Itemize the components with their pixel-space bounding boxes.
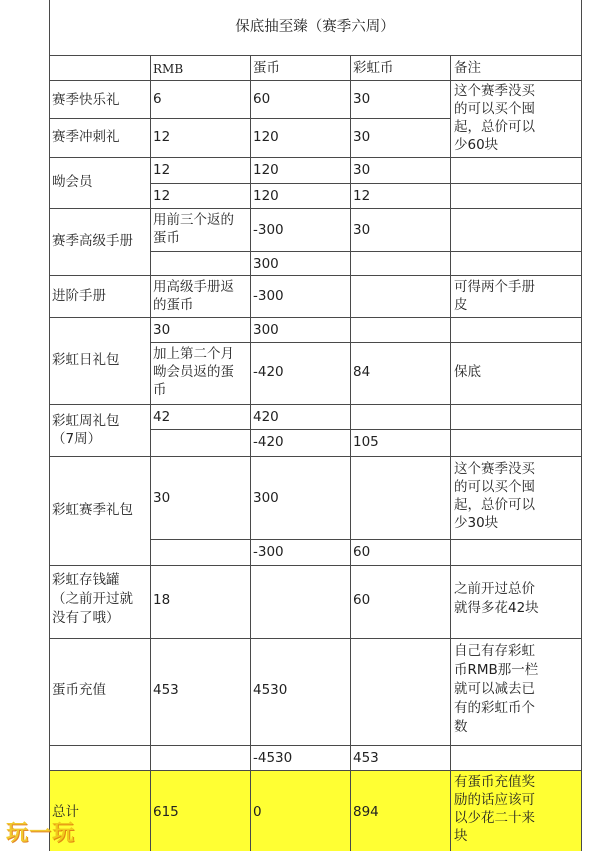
egg-coin-cell: -420: [253, 364, 284, 380]
egg-coin-cell: -300: [253, 288, 284, 304]
row-label-line: 没有了哦）: [52, 610, 120, 626]
note-line: 这个赛季没买: [454, 461, 535, 477]
grid-line: [49, 157, 582, 158]
egg-coin-cell: 4530: [253, 682, 288, 698]
grid-line: [150, 539, 582, 540]
grid-line: [49, 80, 582, 81]
note-line: 有蛋币充值奖: [454, 774, 535, 790]
rmb-cell-line: 用前三个返的: [153, 212, 234, 228]
row-label: 赛季冲刺礼: [52, 129, 120, 145]
grid-line: [150, 251, 582, 252]
rmb-cell: 30: [153, 490, 171, 506]
header-note: 备注: [454, 60, 481, 76]
grid-line: [49, 118, 450, 119]
grid-line: [150, 429, 582, 430]
note-line: 皮: [454, 297, 468, 313]
egg-coin-cell: -300: [253, 544, 284, 560]
header-rainbow-coin: 彩虹币: [353, 60, 394, 76]
grid-line: [49, 638, 582, 639]
rmb-cell: 18: [153, 592, 171, 608]
rainbow-coin-cell: 453: [353, 750, 379, 766]
rmb-cell-line: 的蛋币: [153, 297, 194, 313]
note-line: 起，总价可以: [454, 497, 535, 513]
grid-line: [49, 317, 582, 318]
egg-coin-cell: -300: [253, 222, 284, 238]
egg-coin-cell: -4530: [253, 750, 293, 766]
rainbow-coin-cell: 105: [353, 434, 379, 450]
grid-line: [150, 183, 582, 184]
grid-line: [49, 745, 582, 746]
rainbow-coin-cell: 30: [353, 91, 371, 107]
table-title: 保底抽至臻（赛季六周）: [235, 19, 395, 35]
rmb-cell-line: 加上第二个月: [153, 346, 234, 362]
rmb-cell-line: 呦会员返的蛋: [153, 364, 234, 380]
note-line: 起，总价可以: [454, 119, 535, 135]
egg-coin-cell: 120: [253, 188, 279, 204]
rainbow-coin-cell: 30: [353, 222, 371, 238]
watermark-logo: 玩一玩: [6, 821, 76, 846]
grid-line: [150, 55, 151, 851]
row-label: 蛋币充值: [52, 682, 106, 698]
rmb-cell: 42: [153, 409, 171, 425]
egg-coin-cell: 60: [253, 91, 271, 107]
grid-line: [49, 770, 582, 771]
rmb-cell: 453: [153, 682, 179, 698]
egg-coin-cell: 300: [253, 256, 279, 272]
rmb-cell-line: 用高级手册返: [153, 279, 234, 295]
row-label-line: 彩虹存钱罐: [52, 572, 120, 588]
egg-coin-cell: 300: [253, 322, 279, 338]
note-line: 块: [454, 828, 468, 844]
total-rmb: 615: [153, 804, 179, 820]
egg-coin-cell: 300: [253, 490, 279, 506]
grid-line: [250, 55, 251, 851]
note-line: 自己有存彩虹: [454, 643, 535, 659]
note-line: 数: [454, 719, 468, 735]
grid-line: [49, 55, 582, 56]
egg-coin-cell: -420: [253, 434, 284, 450]
note-cell: 保底: [454, 364, 481, 380]
egg-coin-cell: 420: [253, 409, 279, 425]
grid-line: [150, 342, 582, 343]
note-line: 可得两个手册: [454, 279, 535, 295]
row-label-line: （之前开过就: [52, 591, 133, 607]
grid-line: [49, 0, 50, 851]
note-line: 的可以买个囤: [454, 479, 535, 495]
rainbow-coin-cell: 30: [353, 129, 371, 145]
grid-line: [350, 55, 351, 851]
total-rainbow-coin: 894: [353, 804, 379, 820]
note-line: 有的彩虹币个: [454, 700, 535, 716]
rmb-cell: 30: [153, 322, 171, 338]
note-line: 少30块: [454, 515, 499, 531]
row-label-line: （7周）: [52, 431, 102, 447]
grid-line: [450, 55, 451, 851]
grid-line: [49, 404, 582, 405]
note-line: 的可以买个囤: [454, 101, 535, 117]
grid-line: [49, 456, 582, 457]
row-label: 进阶手册: [52, 288, 106, 304]
rainbow-coin-cell: 84: [353, 364, 371, 380]
row-label: 赛季快乐礼: [52, 92, 120, 108]
header-egg-coin: 蛋币: [253, 60, 280, 76]
row-label: 彩虹赛季礼包: [52, 502, 133, 518]
rmb-cell-line: 币: [153, 382, 167, 398]
egg-coin-cell: 120: [253, 162, 279, 178]
row-label: 呦会员: [52, 174, 93, 190]
note-line: 就得多花42块: [454, 600, 539, 616]
egg-coin-cell: 120: [253, 129, 279, 145]
note-line: 就可以减去已: [454, 681, 535, 697]
header-rmb: RMB: [153, 62, 184, 76]
rmb-cell: 12: [153, 162, 171, 178]
rainbow-coin-cell: 60: [353, 544, 371, 560]
note-line: 币RMB那一栏: [454, 662, 539, 678]
grid-line: [49, 565, 582, 566]
rmb-cell-line: 蛋币: [153, 230, 180, 246]
note-line: 之前开过总价: [454, 581, 535, 597]
rainbow-coin-cell: 30: [353, 162, 371, 178]
note-line: 以少花二十来: [454, 810, 535, 826]
row-label: 彩虹日礼包: [52, 352, 120, 368]
total-egg-coin: 0: [253, 804, 262, 820]
note-line: 少60块: [454, 137, 499, 153]
row-label-line: 彩虹周礼包: [52, 413, 120, 429]
total-label: 总计: [52, 804, 79, 820]
rainbow-coin-cell: 60: [353, 592, 371, 608]
rmb-cell: 12: [153, 188, 171, 204]
note-line: 励的话应该可: [454, 792, 535, 808]
grid-line: [581, 0, 582, 851]
row-label: 赛季高级手册: [52, 233, 133, 249]
note-line: 这个赛季没买: [454, 83, 535, 99]
grid-line: [49, 208, 582, 209]
rmb-cell: 6: [153, 91, 162, 107]
rmb-cell: 12: [153, 129, 171, 145]
rainbow-coin-cell: 12: [353, 188, 371, 204]
grid-line: [49, 275, 582, 276]
